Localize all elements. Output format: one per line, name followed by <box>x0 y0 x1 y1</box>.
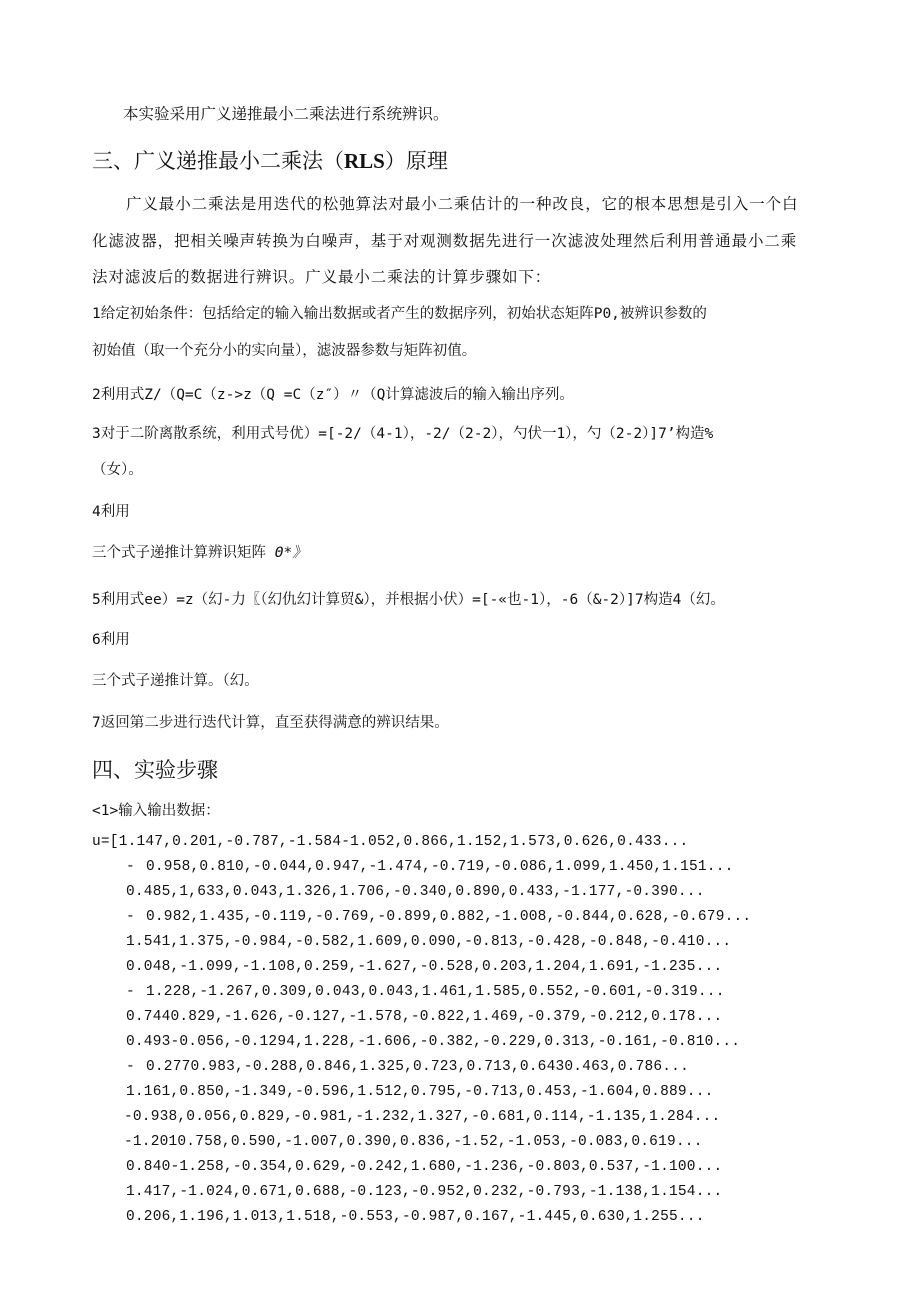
step-1-line-2: 初始值（取一个充分小的实向量），滤波器参数与矩阵初值。 <box>92 343 477 359</box>
step-3-line-2: （女）。 <box>92 462 143 478</box>
step-3-line-1: 3对于二阶离散系统，利用式号优）=[-2/（4-1），-2/（2-2），勺伏一1），勺（2-2）]7’构造% <box>92 426 714 442</box>
step-7: 7返回第二步进行迭代计算，直至获得满意的辨识结果。 <box>92 715 449 731</box>
u-line-2: - 0.958,0.810,-0.044,0.947,-1.474,-0.719,-0.086,1.099,1.450,1.151... <box>126 859 734 875</box>
step-4-symbol: Θ*》 <box>274 545 307 561</box>
step-5: 5利用式ee）=z（幻-力〖（幻仇幻计算贸&），并根据小伏）=[-«也-1），-6（&-2）]7构造4（幻。 <box>92 592 725 608</box>
step-4-line-1: 4利用 <box>92 504 130 520</box>
step-1-line-1: 1给定初始条件：包括给定的输入输出数据或者产生的数据序列，初始状态矩阵P0,被辨识参数的 <box>92 306 707 322</box>
step-6-line-2: 三个式子递推计算。（幻。 <box>92 673 259 689</box>
step-6-line-1: 6利用 <box>92 632 130 648</box>
step-2: 2利用式Z/（Q=C（z->z（Q =C（z″）〃（Q计算滤波后的输入输出序列。 <box>92 387 574 403</box>
intro-text: 本实验采用广义递推最小二乘法进行系统辨识。 <box>123 105 449 123</box>
data-label: <1>输入输出数据： <box>92 803 220 819</box>
continuation-dash: - <box>126 1059 135 1075</box>
step-4-line-2 <box>92 543 307 563</box>
u-line-10: - 0.2770.983,-0.288,0.846,1.325,0.723,0.713,0.6430.463,0.786... <box>126 1059 689 1075</box>
section-3-prefix: 三、广义递推最小二乘法（ <box>92 149 344 173</box>
u-line-16: 0.206,1.196,1.013,1.518,-0.553,-0.987,0.167,-1.445,0.630,1.255... <box>126 1209 705 1225</box>
u-line-13: -1.2010.758,0.590,-1.007,0.390,0.836,-1.52,-1.053,-0.083,0.619... <box>124 1134 703 1150</box>
u-line-6: 0.048,-1.099,-1.108,0.259,-1.627,-0.528,0.203,1.204,1.691,-1.235... <box>126 959 723 975</box>
u-line-7: - 1.228,-1.267,0.309,0.043,0.043,1.461,1.585,0.552,-0.601,-0.319... <box>126 984 725 1000</box>
u-line-3: 0.485,1,633,0.043,1.326,1.706,-0.340,0.890,0.433,-1.177,-0.390... <box>126 884 705 900</box>
paragraph-line-3: 法对滤波后的数据进行辨识。广义最小二乘法的计算步骤如下： <box>92 268 552 286</box>
u-line-9: 0.493-0.056,-0.1294,1.228,-1.606,-0.382,-0.229,0.313,-0.161,-0.810... <box>126 1034 741 1050</box>
u-line-1: u=[1.147,0.201,-0.787,-1.584-1.052,0.866,1.152,1.573,0.626,0.433... <box>92 834 689 850</box>
u-line-11: 1.161,0.850,-1.349,-0.596,1.512,0.795,-0.713,0.453,-1.604,0.889... <box>126 1084 714 1100</box>
section-3-bold: RLS <box>344 149 385 173</box>
continuation-dash: - <box>126 909 135 925</box>
u-line-4: - 0.982,1.435,-0.119,-0.769,-0.899,0.882,-1.008,-0.844,0.628,-0.679... <box>126 909 752 925</box>
u-line-12: -0.938,0.056,0.829,-0.981,-1.232,1.327,-0.681,0.114,-1.135,1.284... <box>124 1109 721 1125</box>
section-4-heading: 四、实验步骤 <box>92 758 218 782</box>
continuation-dash: - <box>126 984 135 1000</box>
paragraph-line-2: 化滤波器，把相关噪声转换为白噪声，基于对观测数据先进行一次滤波处理然后利用普通最小二乘 <box>92 232 798 250</box>
u-line-15: 1.417,-1.024,0.671,0.688,-0.123,-0.952,0.232,-0.793,-1.138,1.154... <box>126 1184 723 1200</box>
continuation-dash: - <box>126 859 135 875</box>
u-line-8: 0.7440.829,-1.626,-0.127,-1.578,-0.822,1.469,-0.379,-0.212,0.178... <box>126 1009 723 1025</box>
u-line-14: 0.840-1.258,-0.354,0.629,-0.242,1.680,-1.236,-0.803,0.537,-1.100... <box>126 1159 723 1175</box>
section-3-heading <box>92 148 448 174</box>
step-4-text: 三个式子递推计算辨识矩阵 <box>92 545 266 561</box>
section-3-suffix: ）原理 <box>384 149 448 173</box>
paragraph-line-1: 广义最小二乘法是用迭代的松弛算法对最小二乘估计的一种改良，它的根本思想是引入一个白 <box>126 195 799 213</box>
u-line-5: 1.541,1.375,-0.984,-0.582,1.609,0.090,-0.813,-0.428,-0.848,-0.410... <box>126 934 732 950</box>
